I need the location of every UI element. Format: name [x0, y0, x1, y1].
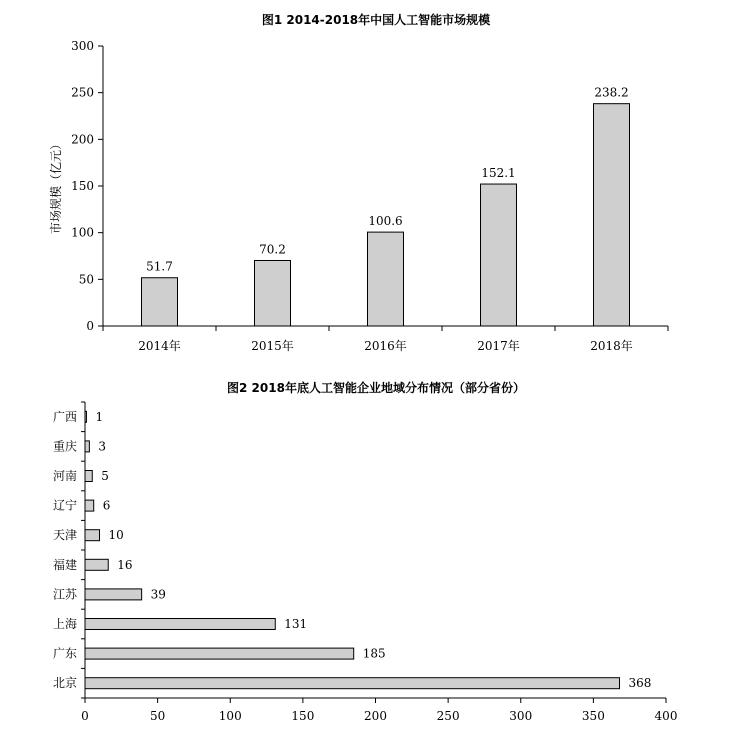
chart2-bar: [85, 441, 89, 452]
chart2-data-label: 39: [150, 587, 166, 602]
chart2: [53, 380, 677, 723]
chart1-category-label: 2018年: [590, 339, 633, 353]
chart2-data-label: 6: [102, 498, 111, 513]
chart2-data-label: 368: [628, 676, 652, 691]
chart2-bar: [85, 678, 620, 689]
chart2-data-label: 16: [117, 557, 133, 572]
chart2-data-label: 185: [362, 646, 386, 661]
chart1-data-label: 238.2: [594, 85, 629, 100]
chart1-y-tick-label: 150: [71, 179, 94, 193]
chart1-y-tick-label: 0: [86, 319, 94, 333]
chart2-x-tick-label: 50: [149, 709, 166, 723]
chart2-x-tick-label: 300: [509, 709, 533, 723]
chart2-x-tick-label: 0: [81, 709, 89, 723]
chart1-y-tick-label: 200: [71, 132, 94, 147]
chart2-category-label: 辽宁: [52, 498, 77, 513]
chart2-x-tick-label: 200: [364, 709, 387, 723]
chart2-x-tick-label: 400: [654, 709, 678, 723]
chart1-data-label: 152.1: [481, 166, 516, 181]
chart2-x-tick-label: 150: [291, 709, 315, 723]
chart2-data-label: 131: [284, 617, 308, 631]
chart2-category-label: 北京: [52, 676, 77, 691]
chart1-bar: [142, 278, 178, 326]
chart2-bar: [85, 530, 100, 541]
chart1-title: 图1 2014-2018年中国人工智能市场规模: [261, 13, 491, 27]
chart2-category-label: 天津: [52, 528, 77, 543]
chart2-category-label: 江苏: [52, 587, 77, 602]
chart2-data-label: 3: [98, 439, 106, 454]
chart2-bar: [85, 619, 275, 630]
chart1-y-tick-label: 50: [78, 272, 94, 287]
chart1-bar: [368, 232, 404, 326]
chart2-category-label: 广西: [52, 409, 77, 424]
chart1: [48, 12, 668, 353]
chart2-category-label: 福建: [52, 557, 77, 572]
chart2-bar: [85, 648, 354, 659]
chart1-data-label: 70.2: [259, 242, 286, 257]
chart2-category-label: 上海: [52, 617, 77, 631]
chart2-data-label: 5: [101, 469, 109, 483]
chart2-category-label: 重庆: [52, 439, 77, 454]
chart2-category-label: 广东: [52, 646, 77, 661]
chart2-x-tick-label: 250: [436, 709, 460, 723]
chart2-data-label: 10: [108, 528, 124, 543]
chart1-bar: [255, 260, 291, 326]
chart2-data-label: 1: [95, 409, 104, 424]
chart1-data-label: 100.6: [368, 214, 403, 229]
chart1-y-tick-label: 100: [71, 225, 94, 240]
chart1-y-tick-label: 300: [71, 39, 94, 53]
chart1-bar: [594, 104, 630, 326]
chart2-bar: [85, 559, 108, 570]
chart2-bar: [85, 500, 94, 511]
chart1-y-tick-label: 250: [71, 85, 94, 100]
chart2-category-label: 河南: [52, 469, 77, 483]
chart1-data-label: 51.7: [146, 259, 173, 274]
chart2-title: 图2 2018年底人工智能企业地域分布情况（部分省份）: [227, 381, 525, 395]
chart1-category-label: 2014年: [138, 339, 181, 353]
chart1-category-label: 2015年: [251, 339, 294, 353]
chart2-x-tick-label: 350: [581, 709, 605, 723]
chart2-x-tick-label: 100: [218, 709, 242, 723]
chart1-category-label: 2016年: [364, 339, 407, 353]
chart2-bar: [85, 589, 142, 600]
chart2-bar: [85, 471, 92, 482]
chart1-bar: [481, 184, 517, 326]
chart1-category-label: 2017年: [477, 339, 520, 353]
chart2-bar: [85, 411, 86, 422]
chart1-y-axis-label: 市场规模（亿元）: [49, 137, 63, 235]
